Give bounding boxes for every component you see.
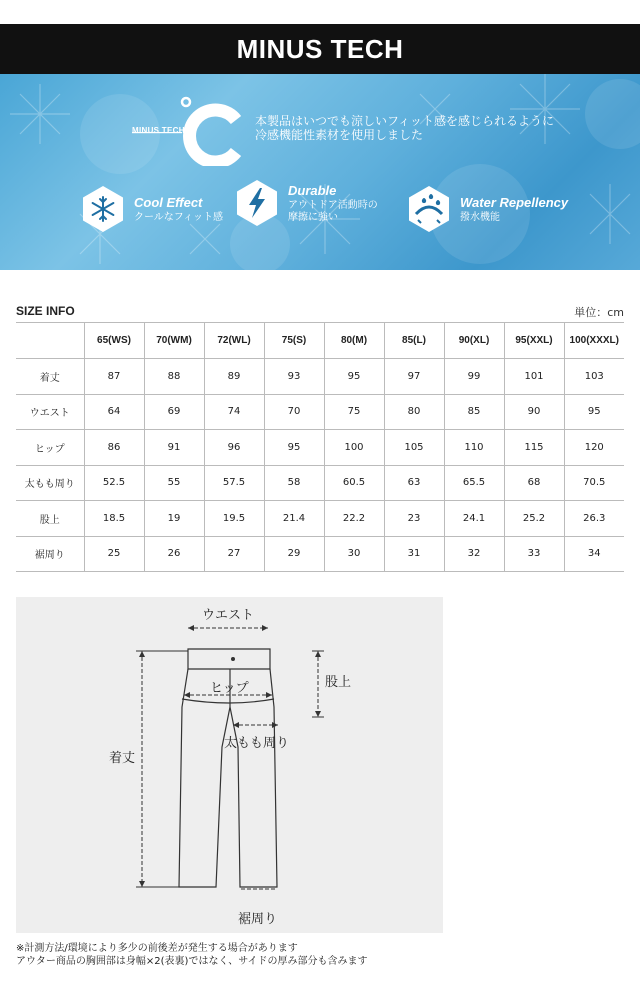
- table-cell: 100: [324, 430, 384, 466]
- feature-desc: [288, 200, 378, 224]
- column-header: 100(XXXL): [564, 323, 624, 359]
- diagram-label-length: 着丈: [109, 751, 136, 766]
- table-cell: 25: [84, 536, 144, 572]
- table-cell: 95: [264, 430, 324, 466]
- table-cell: 68: [504, 465, 564, 501]
- table-cell: 95: [324, 359, 384, 395]
- feature-durable: [232, 178, 378, 228]
- table-cell: 18.5: [84, 501, 144, 537]
- feature-desc-line: 摩擦に強い: [288, 211, 338, 223]
- feature-title: Water Repellency: [460, 194, 569, 210]
- table-cell: 103: [564, 359, 624, 395]
- unit-label: 単位：cm: [574, 306, 624, 319]
- row-header: 股上: [16, 501, 84, 537]
- intro-line-1: 本製品はいつでも涼しいフィット感を感じられるように: [255, 114, 555, 128]
- diagram-label-thigh: 太もも周り: [224, 736, 290, 751]
- diagram-label-hem: 裾周り: [238, 912, 278, 927]
- table-cell: 69: [144, 394, 204, 430]
- table-cell: 93: [264, 359, 324, 395]
- feature-cool-effect: [78, 184, 223, 234]
- table-row: [16, 465, 624, 501]
- ice-banner: [0, 74, 640, 270]
- column-header: 85(L): [384, 323, 444, 359]
- pants-outline: [16, 597, 443, 933]
- measurement-diagram: [16, 597, 443, 933]
- row-header: ヒップ: [16, 430, 84, 466]
- table-row: [16, 359, 624, 395]
- table-cell: 65.5: [444, 465, 504, 501]
- size-table: [16, 322, 624, 572]
- table-cell: 55: [144, 465, 204, 501]
- intro-text: [255, 114, 585, 142]
- table-cell: 75: [324, 394, 384, 430]
- table-cell: 88: [144, 359, 204, 395]
- column-header: 80(M): [324, 323, 384, 359]
- brand-small-label: MINUS TECH: [132, 126, 185, 135]
- feature-water-repellency: [404, 184, 568, 234]
- table-row: [16, 536, 624, 572]
- table-cell: 110: [444, 430, 504, 466]
- column-header: 72(WL): [204, 323, 264, 359]
- column-header: 65(WS): [84, 323, 144, 359]
- table-corner-cell: [16, 323, 84, 359]
- table-cell: 22.2: [324, 501, 384, 537]
- table-cell: 25.2: [504, 501, 564, 537]
- table-cell: 91: [144, 430, 204, 466]
- frost-texture: [0, 74, 640, 270]
- table-cell: 21.4: [264, 501, 324, 537]
- table-cell: 30: [324, 536, 384, 572]
- header-bar: [0, 24, 640, 74]
- column-header: 70(WM): [144, 323, 204, 359]
- table-row: [16, 394, 624, 430]
- feature-title: Durable: [288, 182, 337, 198]
- row-header: 太もも周り: [16, 465, 84, 501]
- table-cell: 31: [384, 536, 444, 572]
- table-cell: 32: [444, 536, 504, 572]
- table-cell: 96: [204, 430, 264, 466]
- table-cell: 24.1: [444, 501, 504, 537]
- diagram-label-waist: ウエスト: [202, 608, 255, 623]
- feature-desc: クールなフィット感: [134, 211, 223, 223]
- table-header-row: [16, 323, 624, 359]
- table-cell: 29: [264, 536, 324, 572]
- row-header: ウエスト: [16, 394, 84, 430]
- table-cell: 86: [84, 430, 144, 466]
- table-cell: 105: [384, 430, 444, 466]
- table-cell: 99: [444, 359, 504, 395]
- snowflake-icon: [78, 184, 128, 234]
- note-line: ※計測方法/環境により多少の前後差が発生する場合があります: [16, 943, 298, 954]
- header-title: MINUS TECH: [236, 33, 404, 64]
- table-cell: 90: [504, 394, 564, 430]
- table-cell: 34: [564, 536, 624, 572]
- table-cell: 19: [144, 501, 204, 537]
- feature-title: Cool Effect: [134, 194, 203, 210]
- lightning-icon: [232, 178, 282, 228]
- note-line: アウター商品の胸囲部は身幅×2(表裏)ではなく、サイドの厚み部分も含みます: [16, 956, 368, 967]
- table-cell: 26: [144, 536, 204, 572]
- feature-desc-line: アウトドア活動時の: [288, 199, 378, 211]
- table-cell: 57.5: [204, 465, 264, 501]
- intro-line-2: 冷感機能性素材を使用しました: [255, 128, 424, 142]
- table-row: [16, 430, 624, 466]
- row-header: 着丈: [16, 359, 84, 395]
- column-header: 95(XXL): [504, 323, 564, 359]
- table-cell: 89: [204, 359, 264, 395]
- table-cell: 33: [504, 536, 564, 572]
- table-cell: 80: [384, 394, 444, 430]
- table-cell: 27: [204, 536, 264, 572]
- table-cell: 85: [444, 394, 504, 430]
- feature-desc: 撥水機能: [460, 211, 500, 223]
- notes: [16, 942, 368, 968]
- table-row: [16, 501, 624, 537]
- water-drop-icon: [404, 184, 454, 234]
- diagram-label-rise: 股上: [325, 675, 352, 690]
- table-cell: 60.5: [324, 465, 384, 501]
- table-cell: 87: [84, 359, 144, 395]
- table-cell: 52.5: [84, 465, 144, 501]
- table-cell: 19.5: [204, 501, 264, 537]
- table-cell: 101: [504, 359, 564, 395]
- table-cell: 23: [384, 501, 444, 537]
- table-cell: 70: [264, 394, 324, 430]
- table-cell: 26.3: [564, 501, 624, 537]
- table-cell: 97: [384, 359, 444, 395]
- table-cell: 115: [504, 430, 564, 466]
- column-header: 75(S): [264, 323, 324, 359]
- table-cell: 120: [564, 430, 624, 466]
- row-header: 裾周り: [16, 536, 84, 572]
- diagram-label-hip: ヒップ: [210, 681, 249, 696]
- size-info-title: SIZE INFO: [16, 304, 75, 318]
- table-cell: 70.5: [564, 465, 624, 501]
- table-cell: 74: [204, 394, 264, 430]
- column-header: 90(XL): [444, 323, 504, 359]
- table-cell: 95: [564, 394, 624, 430]
- table-cell: 63: [384, 465, 444, 501]
- table-cell: 64: [84, 394, 144, 430]
- table-cell: 58: [264, 465, 324, 501]
